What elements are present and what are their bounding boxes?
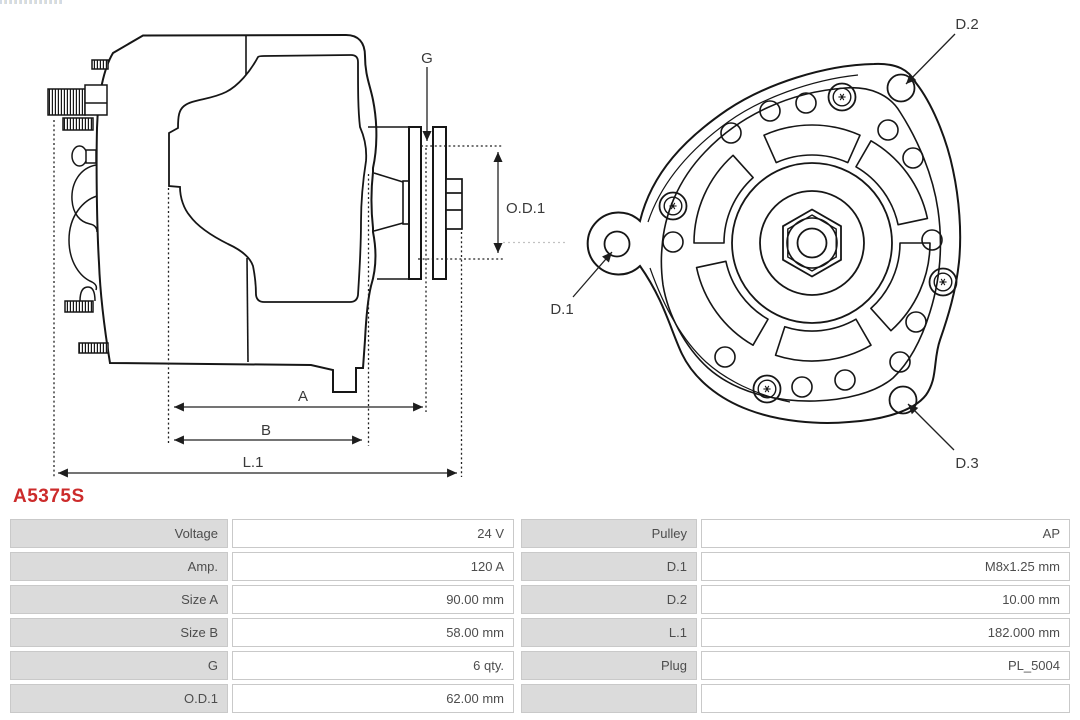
spec-value: M8x1.25 mm	[701, 552, 1070, 581]
spec-value: 6 qty.	[232, 651, 514, 680]
spec-value: AP	[701, 519, 1070, 548]
spec-value: 62.00 mm	[232, 684, 514, 713]
spec-value: 24 V	[232, 519, 514, 548]
spec-value: 182.000 mm	[701, 618, 1070, 647]
spec-label	[521, 684, 697, 713]
label-od1: O.D.1	[506, 200, 546, 217]
spec-table	[10, 519, 1070, 717]
label-b: B	[260, 422, 272, 439]
spec-label: Pulley	[521, 519, 697, 548]
spec-label: Plug	[521, 651, 697, 680]
spec-value: 120 A	[232, 552, 514, 581]
table-row	[10, 519, 1070, 548]
spec-label: G	[10, 651, 228, 680]
label-l1: L.1	[242, 454, 264, 471]
spec-value: 10.00 mm	[701, 585, 1070, 614]
label-a: A	[297, 388, 309, 405]
part-number: A5375S	[13, 486, 85, 507]
callout-d2-leader	[906, 34, 955, 84]
shaft-end	[446, 179, 462, 229]
spec-value: PL_5004	[701, 651, 1070, 680]
spec-label: D.1	[521, 552, 697, 581]
table-row	[10, 552, 1070, 581]
spec-label: Size A	[10, 585, 228, 614]
label-d3: D.3	[955, 455, 979, 472]
spec-label: L.1	[521, 618, 697, 647]
spec-value: 58.00 mm	[232, 618, 514, 647]
table-row	[10, 651, 1070, 680]
rear-lug-details	[69, 146, 97, 301]
table-row	[10, 618, 1070, 647]
callout-d3-leader	[908, 404, 954, 450]
table-row	[10, 585, 1070, 614]
body-seam-bottom	[247, 258, 248, 362]
spec-label: O.D.1	[10, 684, 228, 713]
front-view	[588, 64, 961, 423]
spec-label: Amp.	[10, 552, 228, 581]
rotor-hub	[732, 163, 892, 323]
pulley-plate-rear	[433, 127, 446, 279]
label-d1: D.1	[550, 301, 574, 318]
pulley-plate-front	[409, 127, 421, 279]
spec-label: Voltage	[10, 519, 228, 548]
table-row	[10, 684, 1070, 713]
side-view	[48, 35, 462, 392]
spec-label: Size B	[10, 618, 228, 647]
spec-value	[701, 684, 1070, 713]
spec-value: 90.00 mm	[232, 585, 514, 614]
label-d2: D.2	[955, 16, 979, 33]
spec-label: D.2	[521, 585, 697, 614]
label-g: G	[421, 50, 433, 67]
